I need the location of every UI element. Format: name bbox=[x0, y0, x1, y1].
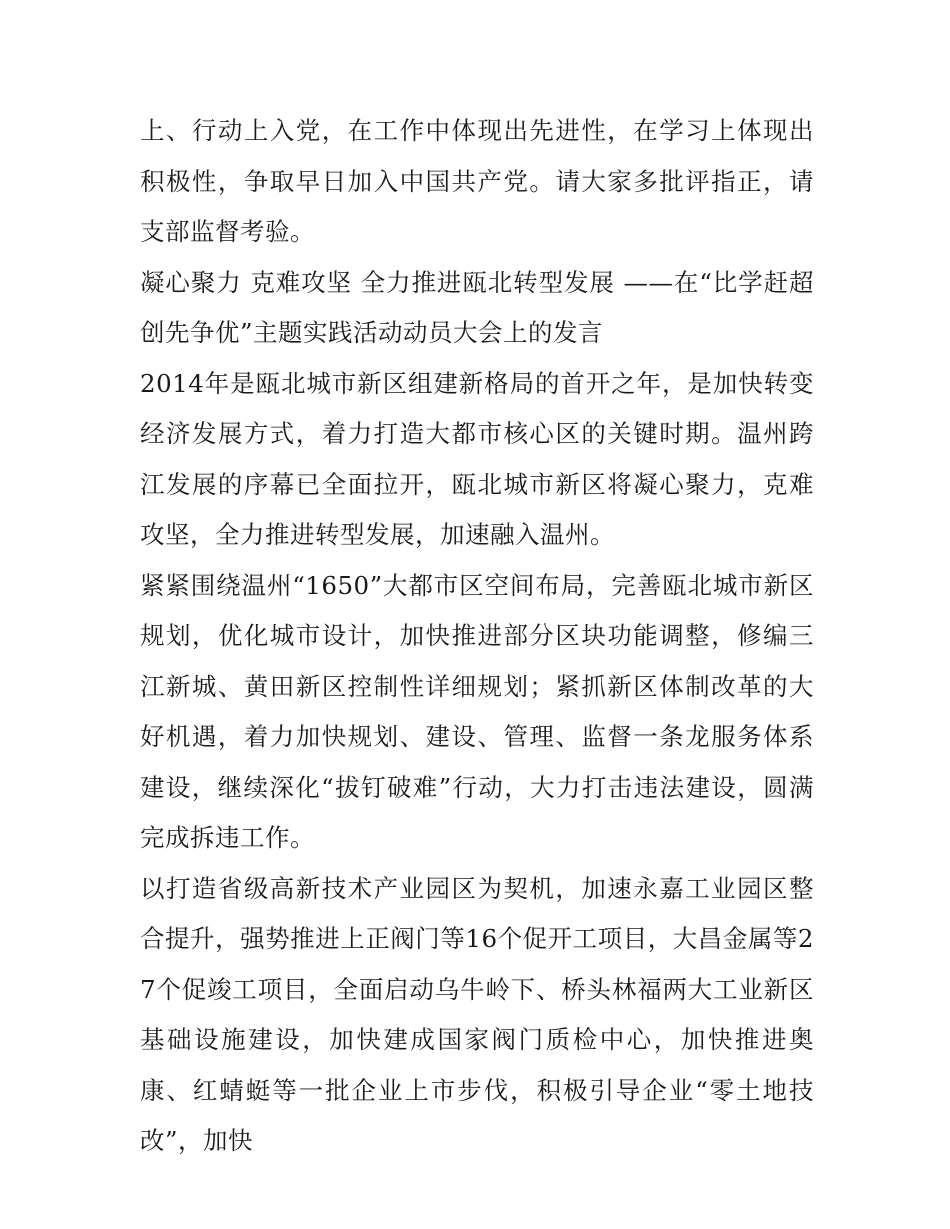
paragraph-urban-planning: 紧紧围绕温州“1650”大都市区空间布局，完善瓯北城市新区规划，优化城市设计，加快推进部分区块功能调整，修编三江新城、黄田新区控制性详细规划；紧抓新区体制改革的大好机遇，着力加快规划、建设、管理、监督一条龙服务体系建设，继续深化“拔钉破难”行动，大力打击违法建设，圆满完成拆违工作。 bbox=[140, 570, 814, 852]
document-body bbox=[140, 106, 814, 1167]
paragraph-party-pledge: 上、行动上入党，在工作中体现出先进性，在学习上体现出积极性，争取早日加入中国共产党。请大家多批评指正，请支部监督考验。 bbox=[140, 116, 814, 246]
paragraph-speech-title: 凝心聚力 克难攻坚 全力推进瓯北转型发展 ——在“比学赶超创先争优”主题实践活动动员大会上的发言 bbox=[140, 267, 814, 347]
paragraph-2014-overview: 2014年是瓯北城市新区组建新格局的首开之年，是加快转变经济发展方式，着力打造大都市核心区的关键时期。温州跨江发展的序幕已全面拉开，瓯北城市新区将凝心聚力，克难攻坚，全力推进转型发展，加速融入温州。 bbox=[140, 368, 814, 549]
paragraph-industrial-park: 以打造省级高新技术产业园区为契机，加速永嘉工业园区整合提升，强势推进上正阀门等16个促开工项目，大昌金属等27个促竣工项目，全面启动乌牛岭下、桥头林福两大工业新区基础设施建设，加快建成国家阀门质检中心，加快推进奥康、红蜻蜓等一批企业上市步伐，积极引导企业“零土地技改”，加快 bbox=[140, 873, 814, 1155]
